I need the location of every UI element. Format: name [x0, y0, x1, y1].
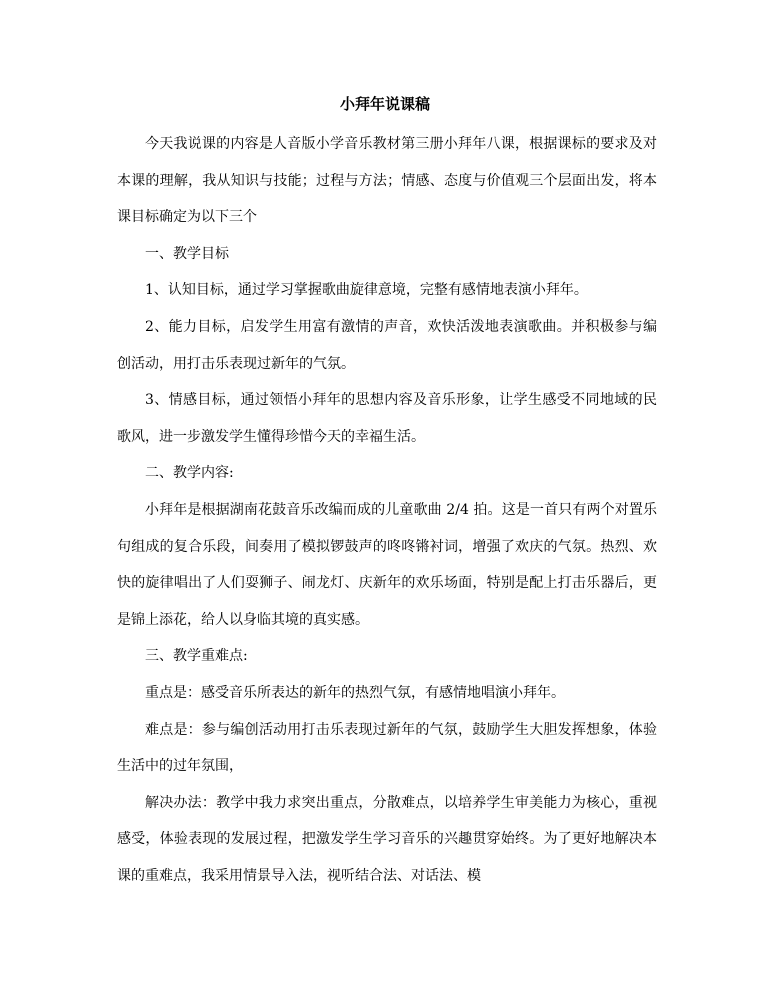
key-point-paragraph: 重点是：感受音乐所表达的新年的热烈气氛，有感情地唱演小拜年。	[145, 684, 565, 701]
document-title: 小拜年说课稿	[339, 95, 430, 113]
section-heading-objectives: 一、教学目标	[145, 245, 229, 262]
document-body	[117, 126, 657, 894]
intro-paragraph: 今天我说课的内容是人音版小学音乐教材第三册小拜年八课，根据课标的要求及对本课的理解，我从知识与技能；过程与方法；情感、态度与价值观三个层面出发，将本课目标确定为以下三个	[117, 136, 657, 226]
objective-cognitive: 1、认知目标，通过学习掌握歌曲旋律意境，完整有感情地表演小拜年。	[145, 282, 588, 299]
section-heading-key-points: 三、教学重难点:	[145, 648, 248, 665]
section-heading-content: 二、教学内容:	[145, 465, 234, 482]
objective-ability: 2、能力目标，启发学生用富有激情的声音，欢快活泼地表演歌曲。并积极参与编创活动，用打击乐表现过新年的气氛。	[117, 318, 657, 372]
difficult-point-paragraph: 难点是：参与编创活动用打击乐表现过新年的气氛，鼓励学生大胆发挥想象，体验生活中的过年氛围，	[117, 721, 657, 775]
content-paragraph: 小拜年是根据湖南花鼓音乐改编而成的儿童歌曲 2/4 拍。这是一首只有两个对置乐句组成的复合乐段，间奏用了模拟锣鼓声的咚咚锵衬词，增强了欢庆的气氛。热烈、欢快的旋律唱出了人们耍狮子、闹龙灯、庆新年的欢乐场面，特别是配上打击乐器后，更是锦上添花，给人以身临其境的真实感。	[117, 501, 657, 628]
objective-emotional: 3、情感目标，通过领悟小拜年的思想内容及音乐形象，让学生感受不同地域的民歌风，进一步激发学生懂得珍惜今天的幸福生活。	[117, 392, 657, 445]
solution-paragraph: 解决办法：教学中我力求突出重点，分散难点，以培养学生审美能力为核心，重视感受，体验表现的发展过程，把激发学生学习音乐的兴趣贯穿始终。为了更好地解决本课的重难点，我采用情景导入法，视听结合法、对话法、模	[117, 794, 657, 884]
